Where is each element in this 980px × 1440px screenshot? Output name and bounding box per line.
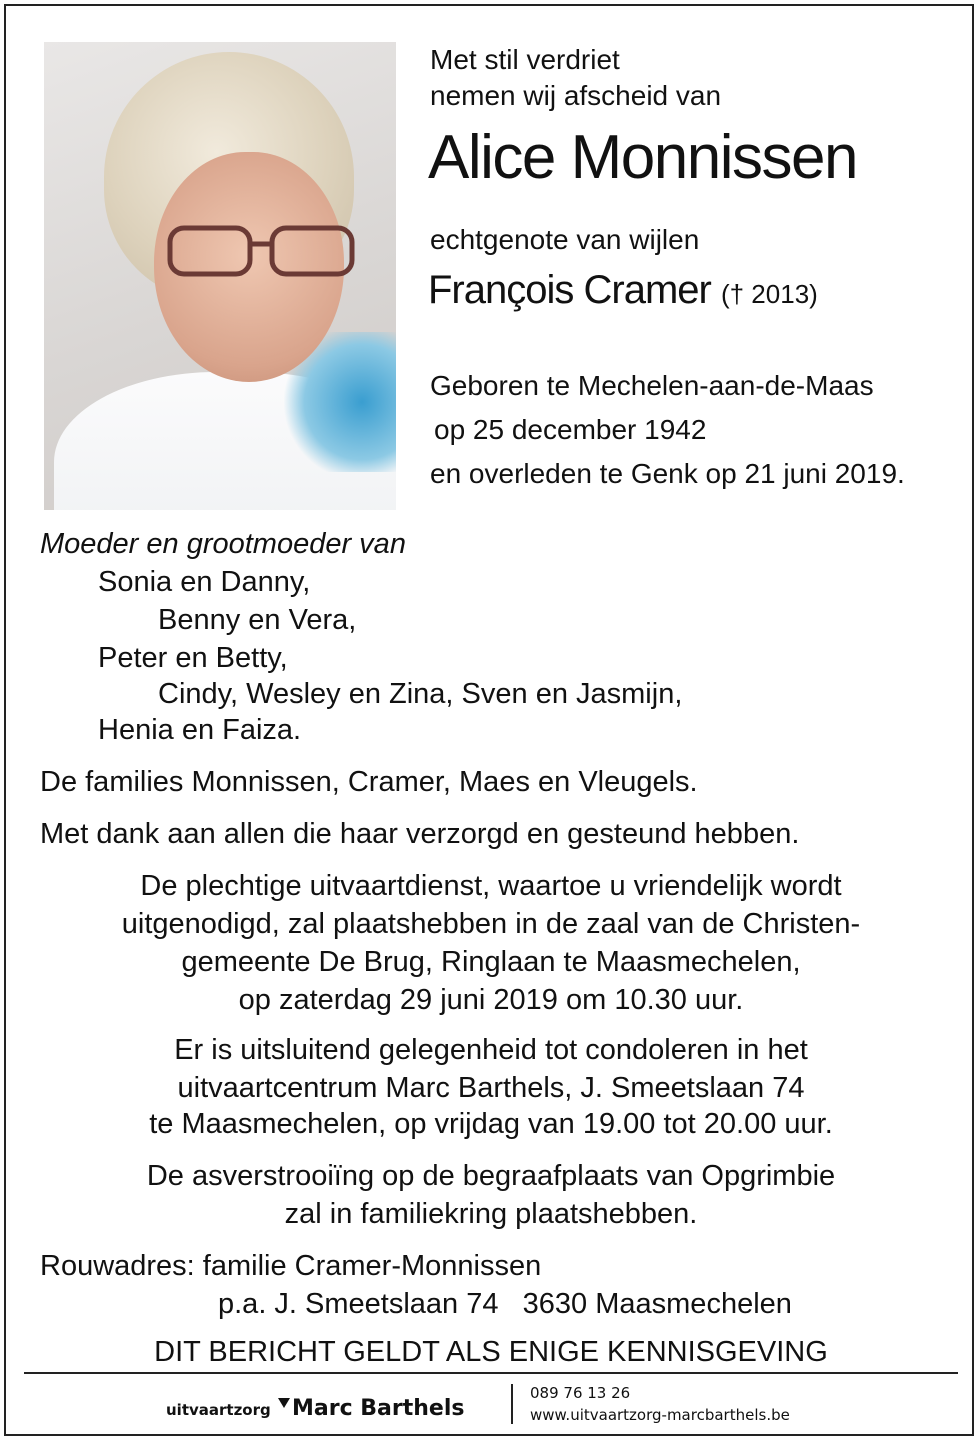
intro-line-2: nemen wij afscheid van [430,80,722,111]
service-line: gemeente De Brug, Ringlaan te Maasmechelen, [181,946,801,978]
mourning-address-line-2: p.a. J. Smeetslaan 74 3630 Maasmechelen [218,1288,792,1320]
death-line: en overleden te Genk op 21 juni 2019. [430,458,905,489]
family-line: Sonia en Danny, [98,566,311,598]
brand-big: Marc Barthels [292,1396,465,1421]
notice-line: DIT BERICHT GELDT ALS ENIGE KENNISGEVING [154,1336,828,1368]
website-link[interactable]: www.uitvaartzorg-marcbarthels.be [530,1406,790,1424]
service-line: uitgenodigd, zal plaatshebben in de zaal van de Christen- [121,908,861,940]
contact-info [530,1382,790,1426]
family-line: Cindy, Wesley en Zina, Sven en Jasmijn, [158,678,683,710]
intro-line-1: Met stil verdriet [430,44,620,75]
ashes-line: De asverstrooiïng op de begraafplaats van Opgrimbie [146,1160,836,1192]
family-heading: Moeder en grootmoeder van [40,528,406,560]
service-line: De plechtige uitvaartdienst, waartoe u vriendelijk wordt [140,870,842,902]
spouse-death-year: († 2013) [720,279,818,309]
phone-number: 089 76 13 26 [530,1384,631,1402]
condolence-line: Er is uitsluitend gelegenheid tot condoleren in het [174,1034,808,1066]
families-line: De families Monnissen, Cramer, Maes en Vleugels. [40,766,698,798]
divider [511,1384,513,1424]
spouse-line [428,268,818,313]
condolence-line: uitvaartcentrum Marc Barthels, J. Smeetslaan 74 [177,1072,805,1104]
family-line: Peter en Betty, [98,642,288,674]
family-line: Benny en Vera, [158,604,357,636]
brand-small: uitvaartzorg [166,1401,271,1419]
ashes-line: zal in familiekring plaatshebben. [284,1198,698,1230]
birth-line-1: Geboren te Mechelen-aan-de-Maas [430,370,874,401]
thanks-line: Met dank aan allen die haar verzorgd en gesteund hebben. [40,818,800,850]
spouse-intro: echtgenote van wijlen [430,224,700,255]
obituary-card [4,4,974,1436]
service-line: op zaterdag 29 juni 2019 om 10.30 uur. [238,984,744,1016]
birth-line-2: op 25 december 1942 [434,414,707,445]
family-line: Henia en Faiza. [98,714,302,746]
condolence-line: te Maasmechelen, op vrijdag van 19.00 tot 20.00 uur. [149,1108,833,1140]
glasses-icon [162,222,362,282]
mourning-address-line-1: Rouwadres: familie Cramer-Monnissen [40,1250,542,1282]
portrait-photo [44,42,396,510]
divider [24,1372,958,1374]
deceased-name: Alice Monnissen [428,123,857,192]
triangle-icon [278,1398,290,1408]
spouse-name: François Cramer [428,268,711,312]
funeral-home-logo [166,1396,465,1421]
